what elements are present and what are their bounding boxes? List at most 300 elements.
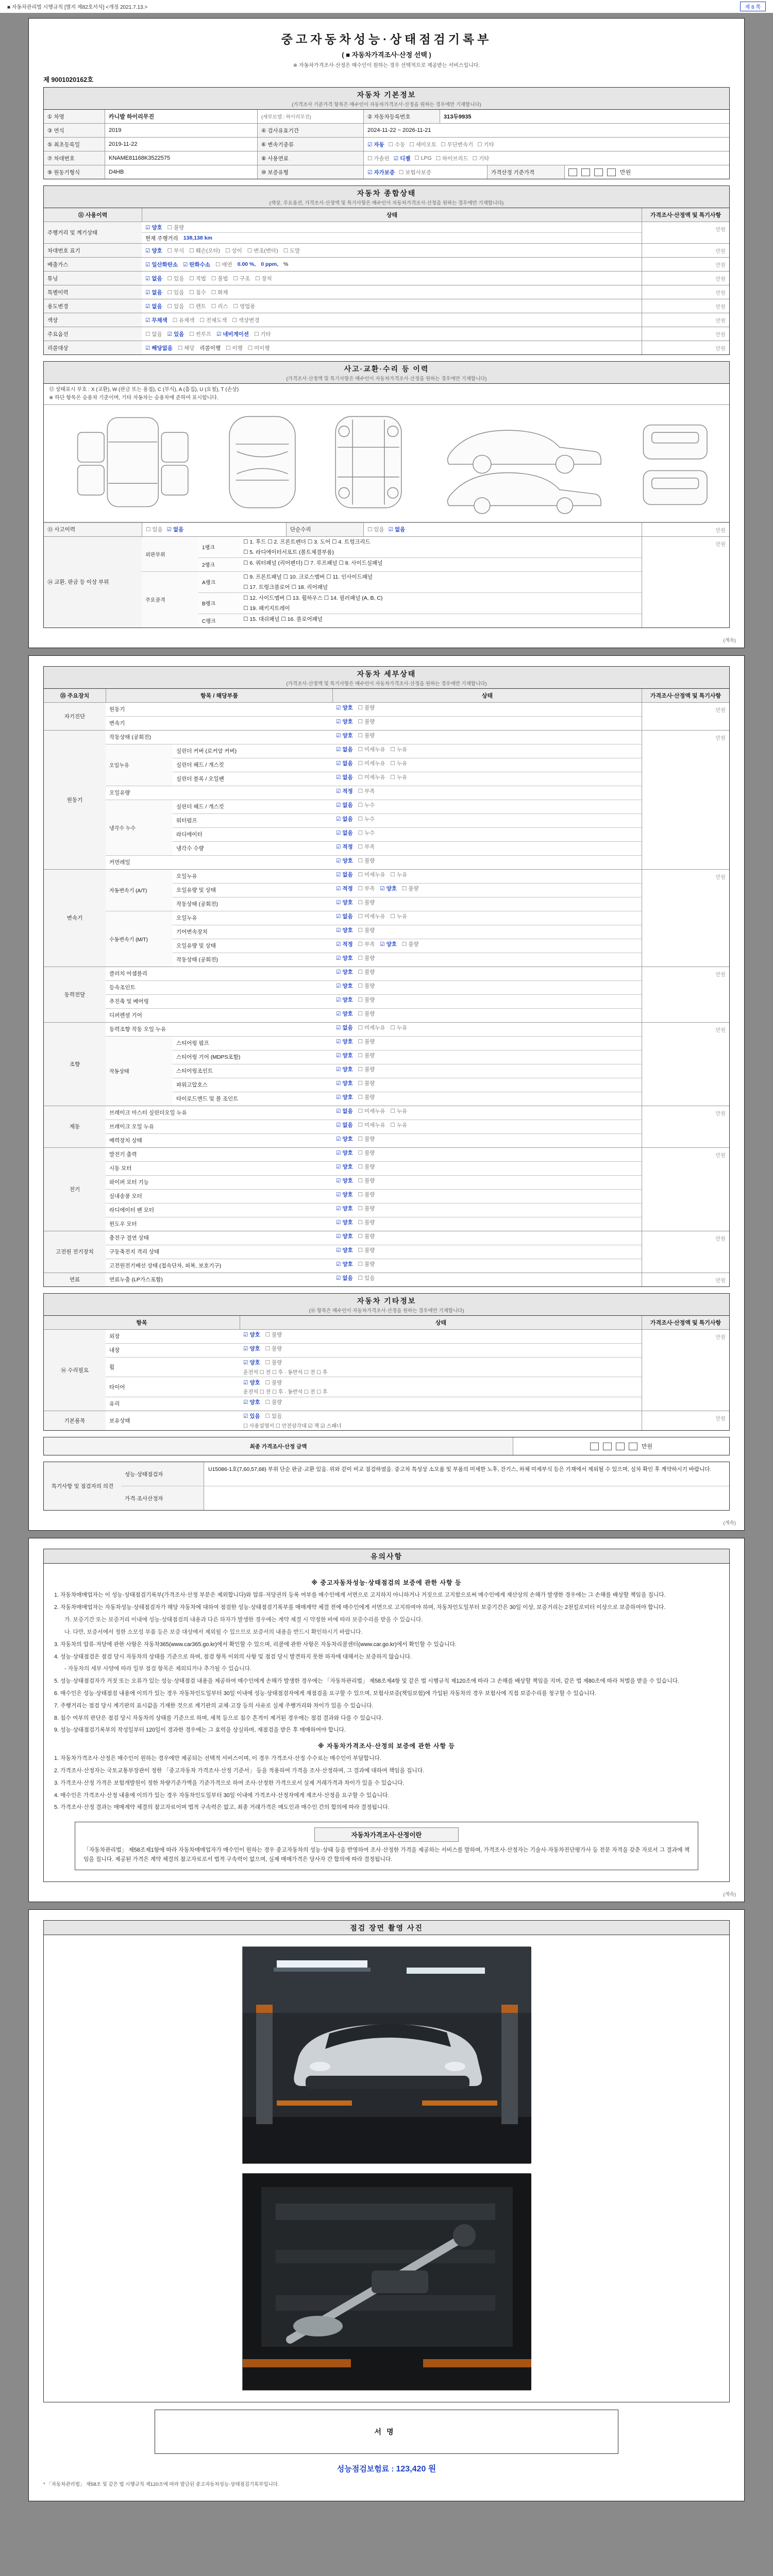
- table-cell: [257, 138, 363, 151]
- cell-text: ⑤ 최초등록일: [47, 141, 80, 148]
- item-state: [332, 1106, 642, 1120]
- checkbox[interactable]: ☑ 일산화탄소: [145, 261, 178, 268]
- checkbox[interactable]: ☑ 양호: [336, 1164, 353, 1171]
- subgroup-label: 수동변속기 (M/T): [106, 911, 173, 967]
- cell-text: ⑪ 사용이력: [78, 212, 108, 218]
- checkbox[interactable]: ☑ 없음: [336, 816, 353, 823]
- checkbox[interactable]: ☐ 해당: [177, 345, 195, 351]
- checkbox[interactable]: ☐ 불량: [358, 969, 375, 976]
- checkbox[interactable]: ☑ 양호: [243, 1346, 260, 1352]
- checkbox[interactable]: ☑ 양호: [336, 1219, 353, 1226]
- checkbox[interactable]: ☐ 침수: [189, 289, 206, 296]
- table-row: [44, 689, 729, 702]
- checkbox[interactable]: ☐ 누유: [390, 1025, 408, 1031]
- item-label: 오일유량 및 상태: [176, 943, 216, 950]
- checkbox[interactable]: ☐ 누유: [390, 774, 408, 781]
- checkbox[interactable]: ☐ 누유: [390, 760, 408, 767]
- item-label: 배력장치 상태: [109, 1138, 142, 1144]
- checkbox[interactable]: ☐ 불량: [358, 927, 375, 934]
- checkbox[interactable]: ☐ 화재: [211, 289, 228, 296]
- checkbox[interactable]: ☑ 없음: [336, 760, 353, 767]
- state-line: [332, 1064, 642, 1075]
- checkbox[interactable]: ☐ 불량: [358, 1150, 375, 1157]
- checkbox[interactable]: ☑ 양호: [336, 719, 353, 725]
- price-cell: 만원: [642, 272, 729, 285]
- checkbox[interactable]: ☐ 있음: [167, 275, 184, 282]
- checkbox[interactable]: ☐ 불량: [265, 1332, 282, 1338]
- checkbox[interactable]: ☑ 없음: [336, 747, 353, 753]
- item-label: 파워고압호스: [176, 1082, 208, 1089]
- checkbox[interactable]: ☑ 있음: [167, 331, 184, 337]
- checkbox[interactable]: ☑ 양호: [336, 733, 353, 739]
- checkbox[interactable]: ☑ 양호: [145, 247, 162, 254]
- table-cell: [44, 208, 142, 222]
- checkbox[interactable]: ☑ 양호: [336, 1011, 353, 1018]
- state-line: [240, 1358, 642, 1368]
- checkbox[interactable]: ☐ 미세누유: [358, 760, 385, 767]
- item-state: [332, 981, 642, 994]
- checkbox[interactable]: ☐ 불량: [358, 997, 375, 1004]
- state-line: [142, 299, 642, 313]
- checkbox[interactable]: ☐ 미세누유: [358, 1108, 385, 1115]
- checkbox[interactable]: ☐ 미세누유: [358, 913, 385, 920]
- item-label: 와이퍼 모터 기능: [109, 1179, 149, 1186]
- checkbox[interactable]: ☐ 기타: [477, 141, 494, 148]
- checkbox[interactable]: ☐ 누유: [390, 913, 408, 920]
- item-label: 원동기: [109, 706, 125, 713]
- usage-state: [142, 299, 642, 313]
- checkbox[interactable]: ☑ 무채색: [145, 317, 167, 324]
- checkbox[interactable]: ☑ 없음: [336, 1108, 353, 1115]
- checkbox[interactable]: ☑ 양호: [336, 1066, 353, 1073]
- section-etc-header: [43, 1293, 730, 1315]
- checkbox[interactable]: ☑ 양호: [336, 983, 353, 990]
- rank-row: [198, 557, 642, 571]
- item-subgroup: [106, 800, 642, 855]
- checkbox[interactable]: ☑ 양호: [380, 941, 397, 948]
- state-line: [332, 1134, 642, 1144]
- checkbox[interactable]: ☐ 불량: [358, 1233, 375, 1240]
- checkbox[interactable]: ☑ 양호: [243, 1360, 260, 1366]
- checkbox[interactable]: ☐ 불량: [265, 1379, 282, 1386]
- item-state: [332, 1176, 642, 1189]
- checkbox[interactable]: ☑ 없음: [388, 527, 406, 533]
- checkbox[interactable]: ☐ 불량: [358, 1206, 375, 1212]
- checkbox[interactable]: ☐ 기타: [254, 331, 271, 337]
- checkbox[interactable]: ☐ 세미오토: [409, 141, 437, 148]
- checkbox[interactable]: ☐ 누수: [358, 802, 375, 809]
- checkbox[interactable]: ☐ LPG: [414, 155, 432, 161]
- checkbox[interactable]: ☐ 장치: [255, 275, 272, 282]
- table-cell: [44, 689, 106, 702]
- item-state: [332, 814, 642, 827]
- checkbox[interactable]: ☐ 불량: [358, 1080, 375, 1087]
- checkbox[interactable]: ☑ 탄화수소: [183, 261, 210, 268]
- checkbox[interactable]: ☑ 양호: [336, 858, 353, 865]
- checkbox[interactable]: ☑ 양호: [336, 1080, 353, 1087]
- opinion-text: [204, 1486, 729, 1510]
- item-state: [332, 953, 642, 967]
- state-line: [332, 925, 642, 936]
- usage-state: [142, 285, 642, 299]
- item-state: [332, 1273, 642, 1286]
- checkbox[interactable]: ☐ 이행: [226, 345, 243, 351]
- checkbox[interactable]: ☐ 미세누유: [358, 747, 385, 753]
- device-group-name: 동력전달: [44, 967, 106, 1022]
- device-group-row: [44, 702, 729, 730]
- checkbox[interactable]: ☐ 누유: [390, 1108, 408, 1115]
- checkbox[interactable]: ☐ 불량: [358, 900, 375, 906]
- state-line: [332, 1023, 642, 1033]
- checkbox[interactable]: ☐ 불량: [358, 1039, 375, 1045]
- notice-item: 4. 매수인은 가격조사·산정 내용에 이의가 있는 경우 자동차인도일부터 30일 이내에 가격조사·산정자에게 재조사·산정을 요구할 수 있습니다.: [54, 1792, 390, 1799]
- rank-items-line: ☐ 19. 패키지트레이: [243, 605, 290, 612]
- checkbox[interactable]: ☐ 불량: [265, 1399, 282, 1406]
- usage-row: [44, 243, 729, 257]
- checkbox[interactable]: ☐ 불량: [358, 1219, 375, 1226]
- checkbox[interactable]: ☐ 누유: [390, 747, 408, 753]
- item-state: [332, 897, 642, 911]
- checkbox[interactable]: ☐ 누수: [358, 816, 375, 823]
- notice-item: 3. 자동차의 압류·저당에 관한 사항은 자동차365(www.car365.go.kr)에서 확인할 수 있으며, 리콜에 관한 사항은 자동차리콜센터(www.car.go.kr)에서 확인할 수 있습니다.: [54, 1641, 457, 1648]
- checkbox[interactable]: ☐ 불량: [358, 955, 375, 962]
- definition-body: 「자동차관리법」 제58조제1항에 따라 자동차매매업자가 매수인이 원하는 경우 중고자동차의 성능·상태 등을 반영하여 조사·산정한 가격을 제공하는 서비스를 말하며, 가격조사·산정자는 기술사·자동차진단평가사 등 전문 자격을 갖춘 자로서 그 결과에 책임을 집니다. 제공된 가격은 계약 체결의 참고자료로서 법적 구속력이 없으며, 실제 매매가격은 당사자 간 합의에 따라 결정됩니다.: [83, 1847, 690, 1863]
- checkbox[interactable]: ☑ 양호: [336, 1233, 353, 1240]
- checkbox[interactable]: ☐ 리스: [211, 303, 228, 310]
- item-label: 시동 모터: [109, 1165, 132, 1172]
- checkbox[interactable]: ☐ 없음: [145, 331, 162, 337]
- final-price-row: [43, 1437, 730, 1455]
- opinion-row: [121, 1462, 729, 1486]
- usage-label: 용도변경: [44, 299, 142, 313]
- final-price-label: 최종 가격조사·산정 금액: [44, 1437, 513, 1455]
- state-line: [332, 1009, 642, 1019]
- checkbox[interactable]: ☐ 유채색: [172, 317, 195, 324]
- price-cell: 만원: [642, 341, 729, 354]
- state-line: [332, 870, 642, 880]
- checkbox[interactable]: ☑ 자동: [367, 141, 384, 148]
- subgroup-rows: [173, 870, 642, 911]
- checkbox[interactable]: ☐ 구조: [233, 275, 250, 282]
- state-line: [332, 814, 642, 824]
- item-row: [173, 744, 642, 758]
- item-row: [173, 1037, 642, 1050]
- checkbox[interactable]: ☑ 없음: [336, 872, 353, 878]
- item-state: [332, 703, 642, 716]
- notice-section-title: ※ 자동차가격조사·산정의 보증에 관한 사항 등: [318, 1742, 455, 1750]
- checkbox[interactable]: ☐ 상이: [225, 247, 242, 254]
- checkbox[interactable]: ☐ 있음: [146, 527, 163, 533]
- checkbox[interactable]: ☑ 양호: [336, 955, 353, 962]
- checkbox[interactable]: ☑ 양호: [336, 705, 353, 711]
- checkbox[interactable]: ☑ 자가보증: [367, 169, 395, 176]
- price-cell: 만원: [642, 703, 729, 730]
- state-line: [142, 285, 642, 299]
- checkbox[interactable]: ☐ 불량: [358, 1247, 375, 1254]
- checkbox[interactable]: ☑ 양호: [145, 224, 162, 231]
- rank-items: [240, 572, 642, 592]
- checkbox[interactable]: ☑ 양호: [336, 900, 353, 906]
- state-line: [142, 244, 642, 257]
- checkbox[interactable]: ☑ 없음: [336, 1122, 353, 1129]
- cell-text: KNAME81168K3522575: [109, 155, 171, 161]
- checkbox[interactable]: ☑ 없음: [145, 275, 162, 282]
- cell-text: 항목: [136, 1319, 147, 1326]
- checkbox[interactable]: ☐ 보험사보증: [398, 169, 431, 176]
- item-row: [106, 1148, 642, 1161]
- checkbox[interactable]: ☑ 적정: [336, 886, 353, 892]
- checkbox[interactable]: ☑ 양호: [336, 927, 353, 934]
- cell-value: 138,138 km: [183, 235, 212, 241]
- checkbox[interactable]: ☐ 누수: [358, 830, 375, 837]
- checkbox[interactable]: ☐ 렌트: [189, 303, 206, 310]
- checkbox[interactable]: ☑ 양호: [336, 1247, 353, 1254]
- table-cell: [363, 110, 440, 123]
- checkbox[interactable]: ☑ 양호: [336, 1053, 353, 1059]
- device-group-name: 자기진단: [44, 703, 106, 730]
- item-row: [106, 1273, 642, 1286]
- table-cell: [105, 165, 257, 179]
- panel-group: [142, 537, 642, 571]
- checkbox[interactable]: ☑ 양호: [243, 1399, 260, 1406]
- checkbox[interactable]: ☐ 불량: [358, 858, 375, 865]
- checkbox[interactable]: ☑ 없음: [145, 289, 162, 296]
- item-state: [332, 1120, 642, 1133]
- item-state: [332, 925, 642, 939]
- checkbox[interactable]: ☑ 없음: [336, 1025, 353, 1031]
- checkbox[interactable]: ☑ 양호: [336, 969, 353, 976]
- checkbox[interactable]: ☑ 양호: [336, 1039, 353, 1045]
- checkbox[interactable]: ☑ 양호: [336, 1136, 353, 1143]
- checkbox[interactable]: ☐ 불량: [167, 224, 184, 231]
- state-line-content: [142, 285, 642, 299]
- device-group-items: [106, 1231, 642, 1273]
- checkbox[interactable]: ☐ 기타: [472, 155, 490, 162]
- checkbox[interactable]: ☑ 없음: [166, 527, 184, 533]
- checkbox[interactable]: ☑ 양호: [243, 1332, 260, 1338]
- checkbox[interactable]: ☐ 불량: [358, 1094, 375, 1101]
- checkbox[interactable]: ☐ 미이행: [247, 345, 270, 351]
- checkbox[interactable]: ☐ 불량: [358, 983, 375, 990]
- item-label: 실린더 블록 / 오일팬: [176, 776, 224, 783]
- checkbox[interactable]: ☐ 가솔린: [367, 155, 390, 162]
- checkbox[interactable]: ☐ 수동: [388, 141, 406, 148]
- checkbox[interactable]: ☐ 누유: [390, 1122, 408, 1129]
- checkbox[interactable]: ☐ 불량: [401, 941, 419, 948]
- cell-text: ⑨ 원동기형식: [47, 169, 80, 176]
- checkbox[interactable]: ☐ 색상변경: [232, 317, 260, 324]
- checkbox[interactable]: ☐ 누유: [390, 872, 408, 878]
- price-digit-box: [607, 168, 616, 176]
- checkbox[interactable]: ☐ 부족: [358, 886, 375, 892]
- checkbox[interactable]: ☐ 미세누유: [358, 872, 385, 878]
- notice-item: 2. 가격조사·산정자는 국토교통부장관이 정한 「중고자동차 가격조사·산정 기준서」 등을 적용하여 가격을 조사·산정하며, 그 결과에 대하여 책임을 집니다.: [54, 1768, 425, 1774]
- item-row: [106, 1120, 642, 1133]
- checkbox[interactable]: ☐ 있음: [167, 289, 184, 296]
- state-line: [332, 939, 642, 950]
- checkbox[interactable]: ☑ 없음: [336, 913, 353, 920]
- item-row: [106, 994, 642, 1008]
- checkbox[interactable]: ☐ 불량: [401, 886, 419, 892]
- checkbox[interactable]: ☑ 있음: [243, 1413, 260, 1420]
- item-label: 보유상태: [109, 1418, 130, 1425]
- page-2: [28, 655, 745, 1531]
- table-row: [44, 208, 729, 222]
- item-label: 타이어: [109, 1384, 125, 1391]
- checkbox[interactable]: ☑ 양호: [336, 997, 353, 1004]
- checkbox[interactable]: ☑ 적정: [336, 941, 353, 948]
- checkbox[interactable]: ☐ 불량: [358, 1011, 375, 1018]
- item-row: [106, 980, 642, 994]
- checkbox[interactable]: ☑ 양호: [336, 1261, 353, 1268]
- damage-code-legend: [44, 384, 729, 405]
- checkbox[interactable]: ☐ 불법: [211, 275, 228, 282]
- device-group-items: [106, 1330, 642, 1411]
- item-state: [332, 800, 642, 814]
- usage-state: [142, 272, 642, 285]
- checkbox[interactable]: ☑ 해당없음: [145, 345, 173, 351]
- item-row: [173, 1064, 642, 1078]
- checkbox[interactable]: ☐ 있음: [367, 527, 384, 533]
- checkbox[interactable]: ☐ 변조(변타): [247, 247, 278, 254]
- section-note: (가격조사 기준가격 항목은 매수인이 자동차가격조사·산정을 원하는 경우에만 기재합니다): [292, 102, 481, 108]
- checkbox[interactable]: ☐ 부식: [167, 247, 184, 254]
- item-row: [106, 703, 642, 716]
- section-title: 사고·교환·수리 등 이력: [344, 365, 429, 373]
- checkbox[interactable]: ☐ 미세누유: [358, 1025, 385, 1031]
- overall-condition-table: [43, 208, 730, 355]
- device-group-row: [44, 730, 729, 869]
- item-state: [332, 939, 642, 953]
- price-cell: 만원: [642, 222, 729, 243]
- item-subgroup: [106, 870, 642, 911]
- section-notices-header: [43, 1549, 730, 1563]
- item-state: [332, 870, 642, 883]
- checkbox[interactable]: ☐ 불량: [265, 1346, 282, 1352]
- item-state: [332, 995, 642, 1008]
- opinion-header: 특기사항 및 점검자의 의견: [44, 1462, 121, 1510]
- checkbox[interactable]: ☐ 불량: [358, 705, 375, 711]
- checkbox[interactable]: ☑ 양호: [243, 1379, 260, 1386]
- checkbox[interactable]: ☑ 양호: [336, 1178, 353, 1184]
- checkbox[interactable]: ☑ 양호: [336, 1206, 353, 1212]
- usage-row: [44, 257, 729, 271]
- item-row: [106, 1231, 642, 1245]
- item-state: [332, 758, 642, 772]
- item-label: 브레이크 마스터 실린더오일 누유: [109, 1110, 187, 1116]
- item-state: [332, 1148, 642, 1161]
- checkbox[interactable]: ☐ 무단변속기: [441, 141, 474, 148]
- checkbox[interactable]: ☐ 영업용: [233, 303, 256, 310]
- checkbox[interactable]: ☐ 불량: [358, 1066, 375, 1073]
- checkbox[interactable]: ☐ 없음: [265, 1413, 282, 1420]
- state-line: [332, 744, 642, 755]
- checkbox[interactable]: ☐ 부족: [358, 941, 375, 948]
- checkbox[interactable]: ☑ 없음: [336, 1275, 353, 1282]
- checkbox[interactable]: ☑ 양호: [380, 886, 397, 892]
- checkbox[interactable]: ☐ 있음: [167, 303, 184, 310]
- checkbox[interactable]: ☑ 양호: [336, 1192, 353, 1198]
- item-state: [332, 842, 642, 855]
- cell-text: 가격조사·산정액 및 특기사항: [650, 1319, 721, 1326]
- section-title: 자동차 기타정보: [357, 1296, 416, 1305]
- item-state: [332, 1064, 642, 1078]
- checkbox[interactable]: ☐ 미세누유: [358, 1122, 385, 1129]
- checkbox[interactable]: ☑ 양호: [336, 1094, 353, 1101]
- table-cell: [363, 124, 729, 137]
- checkbox[interactable]: ☐ 전체도색: [199, 317, 227, 324]
- notice-section-title: ※ 중고자동차성능·상태점검의 보증에 관한 사항 등: [311, 1579, 462, 1587]
- table-row: [44, 165, 729, 179]
- checkbox[interactable]: ☐ 불량: [358, 1261, 375, 1268]
- state-line-2: ☐ 사용설명서 ☐ 안전삼각대 ☑ 잭 ☑ 스패너: [243, 1423, 342, 1429]
- checkbox[interactable]: ☐ 있음: [358, 1275, 375, 1282]
- checkbox[interactable]: ☐ 불량: [358, 1164, 375, 1171]
- checkbox[interactable]: ☑ 양호: [336, 1150, 353, 1157]
- state-line-content: [142, 341, 642, 354]
- rank-label: C랭크: [198, 614, 240, 628]
- checkbox[interactable]: ☐ 부족: [358, 788, 375, 795]
- state-line: [332, 1245, 642, 1256]
- checkbox[interactable]: ☐ 미세누유: [358, 774, 385, 781]
- state-line: [332, 897, 642, 908]
- notices-body: [43, 1563, 730, 1882]
- checkbox[interactable]: ☐ 불량: [358, 1178, 375, 1184]
- item-label: 스티어링조인트: [176, 1068, 213, 1075]
- checkbox[interactable]: ☑ 적정: [336, 788, 353, 795]
- checkbox[interactable]: ☑ 없음: [336, 802, 353, 809]
- rank-row: [198, 614, 642, 628]
- price-cell: 만원: [642, 313, 729, 327]
- rank-items: [240, 593, 642, 614]
- checkbox[interactable]: ☐ 하이브리드: [435, 155, 468, 162]
- checkbox[interactable]: ☐ 매연: [215, 261, 232, 268]
- checkbox[interactable]: ☐ 썬루프: [189, 331, 212, 337]
- device-group-row: [44, 1147, 729, 1231]
- checkbox[interactable]: ☐ 불량: [358, 719, 375, 725]
- state-line: [240, 1344, 642, 1354]
- checkbox[interactable]: ☐ 훼손(오타): [189, 247, 221, 254]
- checkbox[interactable]: ☑ 네비게이션: [216, 331, 249, 337]
- checkbox[interactable]: ☐ 부족: [358, 844, 375, 851]
- cell-text: 만원: [620, 170, 631, 176]
- checkbox[interactable]: ☐ 도말: [283, 247, 300, 254]
- section-title: 자동차 기본정보: [357, 91, 416, 99]
- state-line-content: [142, 244, 642, 257]
- checkbox[interactable]: ☐ 불량: [358, 1136, 375, 1143]
- final-price-value: [513, 1437, 729, 1455]
- checkbox[interactable]: ☑ 디젤: [393, 155, 411, 162]
- checkbox[interactable]: ☑ 없음: [145, 303, 162, 310]
- checkbox[interactable]: ☐ 불량: [265, 1360, 282, 1366]
- item-state: [240, 1411, 642, 1431]
- state-line-2: 운전석 ☐ 전 ☐ 후 · 동반석 ☐ 전 ☐ 후: [243, 1389, 328, 1396]
- item-state: [332, 1259, 642, 1273]
- item-label: 구동축전지 격리 상태: [109, 1249, 160, 1256]
- checkbox[interactable]: ☐ 불량: [358, 1192, 375, 1198]
- checkbox[interactable]: ☑ 없음: [336, 830, 353, 837]
- table-row: [44, 110, 729, 123]
- checkbox[interactable]: ☐ 적법: [189, 275, 206, 282]
- checkbox[interactable]: ☑ 없음: [336, 774, 353, 781]
- price-cell: 만원: [642, 1273, 729, 1286]
- checkbox[interactable]: ☑ 적정: [336, 844, 353, 851]
- item-label: 라디에이터 팬 모터: [109, 1207, 154, 1214]
- rank-label: 1랭크: [198, 537, 240, 557]
- checkbox[interactable]: ☐ 불량: [358, 733, 375, 739]
- item-label: 실린더 헤드 / 개스킷: [176, 804, 224, 810]
- checkbox[interactable]: ☐ 불량: [358, 1053, 375, 1059]
